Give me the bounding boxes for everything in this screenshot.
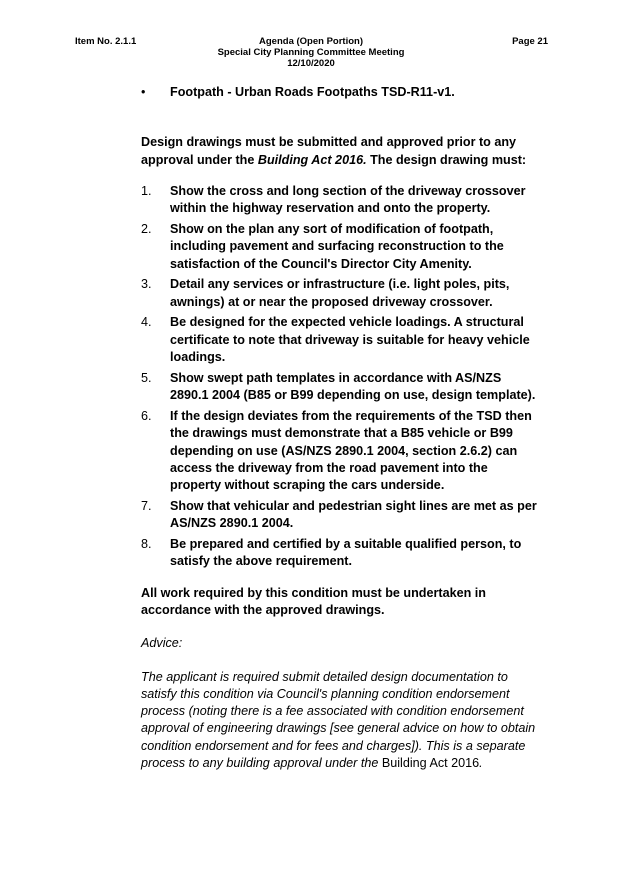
list-item <box>141 183 541 218</box>
advice-paragraph <box>141 669 541 773</box>
list-text: If the design deviates from the requirements of the TSD then the drawings must demonstrate that a B85 vehicle or B99 depending on use (AS/NZS 2890.1 2004, section 2.6.2) can access the driveway from the road pavement into the property without scraping the cars underside. <box>170 408 532 493</box>
list-text: Detail any services or infrastructure (i.e. light poles, pits, awnings) at or near the proposed driveway crossover. <box>170 277 510 309</box>
item-number: Item No. 2.1.1 <box>75 36 137 47</box>
list-text: Be prepared and certified by a suitable qualified person, to satisfy the above requirement. <box>170 537 522 569</box>
list-item <box>141 314 541 366</box>
bullet-text: Footpath - Urban Roads Footpaths TSD-R11-v1. <box>170 85 455 99</box>
meeting-date: 12/10/2020 <box>287 58 335 69</box>
list-number: 1. <box>141 183 152 198</box>
list-text: Show on the plan any sort of modification of footpath, including pavement and surfacing reconstruction to the satisfaction of the Council's Director City Amenity. <box>170 221 504 271</box>
list-number: 6. <box>141 408 152 423</box>
intro-part1: Design drawings must be submitted and approved prior to any approval under the <box>141 135 517 167</box>
meeting-title: Special City Planning Committee Meeting <box>217 47 405 58</box>
advice-end: . <box>479 756 483 770</box>
bullet-item <box>141 84 541 101</box>
list-item <box>141 370 541 405</box>
list-number: 2. <box>141 221 152 236</box>
list-number: 8. <box>141 537 152 552</box>
bullet-marker: • <box>141 85 146 99</box>
list-item <box>141 276 541 311</box>
requirements-list <box>141 183 541 571</box>
list-number: 5. <box>141 370 152 385</box>
list-item <box>141 536 541 571</box>
list-item <box>141 498 541 533</box>
intro-part2: The design drawing must: <box>366 152 527 167</box>
list-text: Show swept path templates in accordance with AS/NZS 2890.1 2004 (B85 or B99 depending on use, design template). <box>170 370 536 403</box>
list-text: Be designed for the expected vehicle loadings. A structural certificate to note that driveway is suitable for heavy vehicle loadings. <box>170 315 530 365</box>
list-number: 4. <box>141 315 152 330</box>
page-number: Page 21 <box>512 36 548 47</box>
advice-text: The applicant is required submit detailed design documentation to satisfy this condition via Council's planning condition endorsement process (noting there is a fee associated with condition endorsement approval of engineering drawings [see general advice on how to obtain condition endorsement and for fees and charges]). This is a separate process to any building approval under the <box>141 669 536 770</box>
document-body <box>141 84 541 772</box>
intro-act: Building Act 2016. <box>257 152 367 167</box>
advice-label: Advice: <box>141 636 183 651</box>
list-item <box>141 408 541 494</box>
intro-paragraph <box>141 134 541 169</box>
list-item <box>141 221 541 273</box>
agenda-title: Agenda (Open Portion) <box>259 36 363 47</box>
list-number: 7. <box>141 498 152 513</box>
list-number: 3. <box>141 277 152 292</box>
advice-act: Building Act 2016 <box>381 756 480 770</box>
closing-paragraph: All work required by this condition must be undertaken in accordance with the approved drawings. <box>141 585 486 617</box>
list-text: Show the cross and long section of the driveway crossover within the highway reservation and onto the property. <box>170 183 526 216</box>
list-text: Show that vehicular and pedestrian sight lines are met as per AS/NZS 2890.1 2004. <box>170 498 537 531</box>
